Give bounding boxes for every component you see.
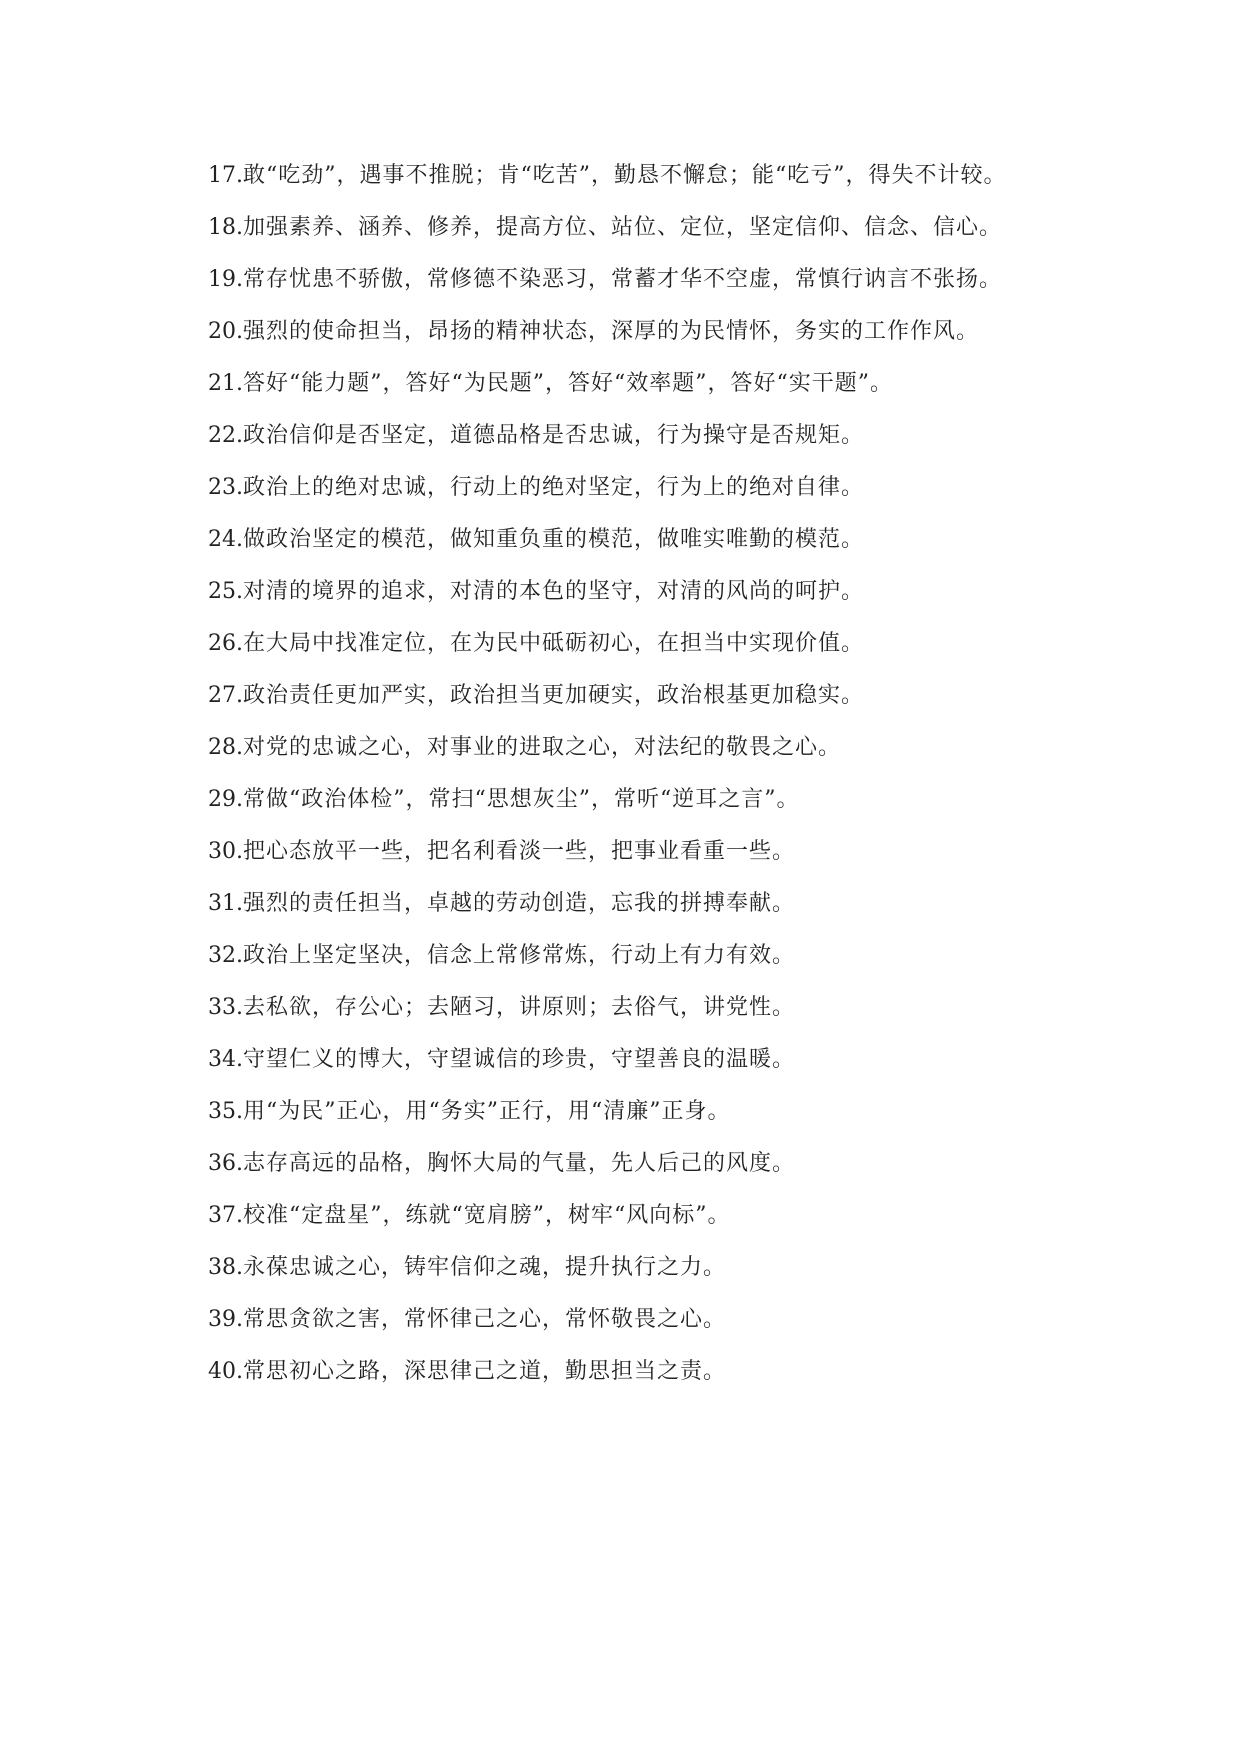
- list-item: [160, 158, 1090, 194]
- item-text: 敢“吃劲”，遇事不推脱；肯“吃苦”，勤恳不懈怠；能“吃亏”，得失不计较。: [243, 163, 1007, 188]
- item-text: 守望仁义的博大，守望诚信的珍贵，守望善良的温暖。: [243, 1047, 796, 1072]
- item-text: 把心态放平一些，把名利看淡一些，把事业看重一些。: [243, 839, 796, 864]
- item-text: 政治上坚定坚决，信念上常修常炼，行动上有力有效。: [243, 943, 796, 968]
- item-text: 政治责任更加严实，政治担当更加硬实，政治根基更加稳实。: [243, 683, 865, 708]
- list-item: [160, 834, 1090, 870]
- item-number: 29.: [208, 787, 243, 812]
- item-text: 常存忧患不骄傲，常修德不染恶习，常蓄才华不空虚，常慎行讷言不张扬。: [243, 267, 1003, 292]
- item-number: 30.: [208, 839, 243, 864]
- list-item: [160, 1146, 1090, 1182]
- item-number: 20.: [208, 319, 243, 344]
- list-item: [160, 990, 1090, 1026]
- list-item: [160, 626, 1090, 662]
- item-number: 38.: [208, 1255, 243, 1280]
- item-text: 志存高远的品格，胸怀大局的气量，先人后己的风度。: [243, 1151, 796, 1176]
- list-item: [160, 1042, 1090, 1078]
- item-number: 35.: [208, 1099, 243, 1124]
- numbered-list: [160, 158, 1090, 1406]
- item-number: 17.: [208, 163, 243, 188]
- item-number: 18.: [208, 215, 243, 240]
- item-text: 政治信仰是否坚定，道德品格是否忠诚，行为操守是否规矩。: [243, 423, 865, 448]
- list-item: [160, 1250, 1090, 1286]
- item-text: 去私欲，存公心；去陋习，讲原则；去俗气，讲党性。: [243, 995, 796, 1020]
- item-text: 对清的境界的追求，对清的本色的坚守，对清的风尚的呵护。: [243, 579, 865, 604]
- item-number: 33.: [208, 995, 243, 1020]
- item-text: 答好“能力题”，答好“为民题”，答好“效率题”，答好“实干题”。: [243, 371, 893, 396]
- item-number: 40.: [208, 1359, 243, 1384]
- item-text: 常做“政治体检”，常扫“思想灰尘”，常听“逆耳之言”。: [243, 787, 800, 812]
- item-text: 对党的忠诚之心，对事业的进取之心，对法纪的敬畏之心。: [243, 735, 842, 760]
- list-item: [160, 678, 1090, 714]
- list-item: [160, 1198, 1090, 1234]
- list-item: [160, 470, 1090, 506]
- list-item: [160, 1094, 1090, 1130]
- item-text: 校准“定盘星”，练就“宽肩膀”，树牢“风向标”。: [243, 1203, 731, 1228]
- item-number: 39.: [208, 1307, 243, 1332]
- item-number: 24.: [208, 527, 243, 552]
- list-item: [160, 314, 1090, 350]
- item-text: 在大局中找准定位，在为民中砥砺初心，在担当中实现价值。: [243, 631, 865, 656]
- list-item: [160, 522, 1090, 558]
- item-text: 做政治坚定的模范，做知重负重的模范，做唯实唯勤的模范。: [243, 527, 865, 552]
- item-text: 政治上的绝对忠诚，行动上的绝对坚定，行为上的绝对自律。: [243, 475, 865, 500]
- item-number: 37.: [208, 1203, 243, 1228]
- list-item: [160, 418, 1090, 454]
- list-item: [160, 1354, 1090, 1390]
- item-text: 用“为民”正心，用“务实”正行，用“清廉”正身。: [243, 1099, 731, 1124]
- item-number: 34.: [208, 1047, 243, 1072]
- list-item: [160, 938, 1090, 974]
- item-text: 强烈的使命担当，昂扬的精神状态，深厚的为民情怀，务实的工作作风。: [243, 319, 980, 344]
- list-item: [160, 574, 1090, 610]
- item-number: 28.: [208, 735, 243, 760]
- item-number: 22.: [208, 423, 243, 448]
- item-number: 19.: [208, 267, 243, 292]
- list-item: [160, 210, 1090, 246]
- list-item: [160, 262, 1090, 298]
- list-item: [160, 1302, 1090, 1338]
- item-number: 21.: [208, 371, 243, 396]
- list-item: [160, 782, 1090, 818]
- item-number: 27.: [208, 683, 243, 708]
- item-number: 26.: [208, 631, 243, 656]
- list-item: [160, 730, 1090, 766]
- item-number: 36.: [208, 1151, 243, 1176]
- item-number: 31.: [208, 891, 243, 916]
- item-number: 23.: [208, 475, 243, 500]
- item-text: 加强素养、涵养、修养，提高方位、站位、定位，坚定信仰、信念、信心。: [243, 215, 1003, 240]
- list-item: [160, 886, 1090, 922]
- item-text: 强烈的责任担当，卓越的劳动创造，忘我的拼搏奉献。: [243, 891, 796, 916]
- item-number: 32.: [208, 943, 243, 968]
- item-number: 25.: [208, 579, 243, 604]
- item-text: 常思初心之路，深思律己之道，勤思担当之责。: [243, 1359, 727, 1384]
- item-text: 永葆忠诚之心，铸牢信仰之魂，提升执行之力。: [243, 1255, 727, 1280]
- list-item: [160, 366, 1090, 402]
- item-text: 常思贪欲之害，常怀律己之心，常怀敬畏之心。: [243, 1307, 727, 1332]
